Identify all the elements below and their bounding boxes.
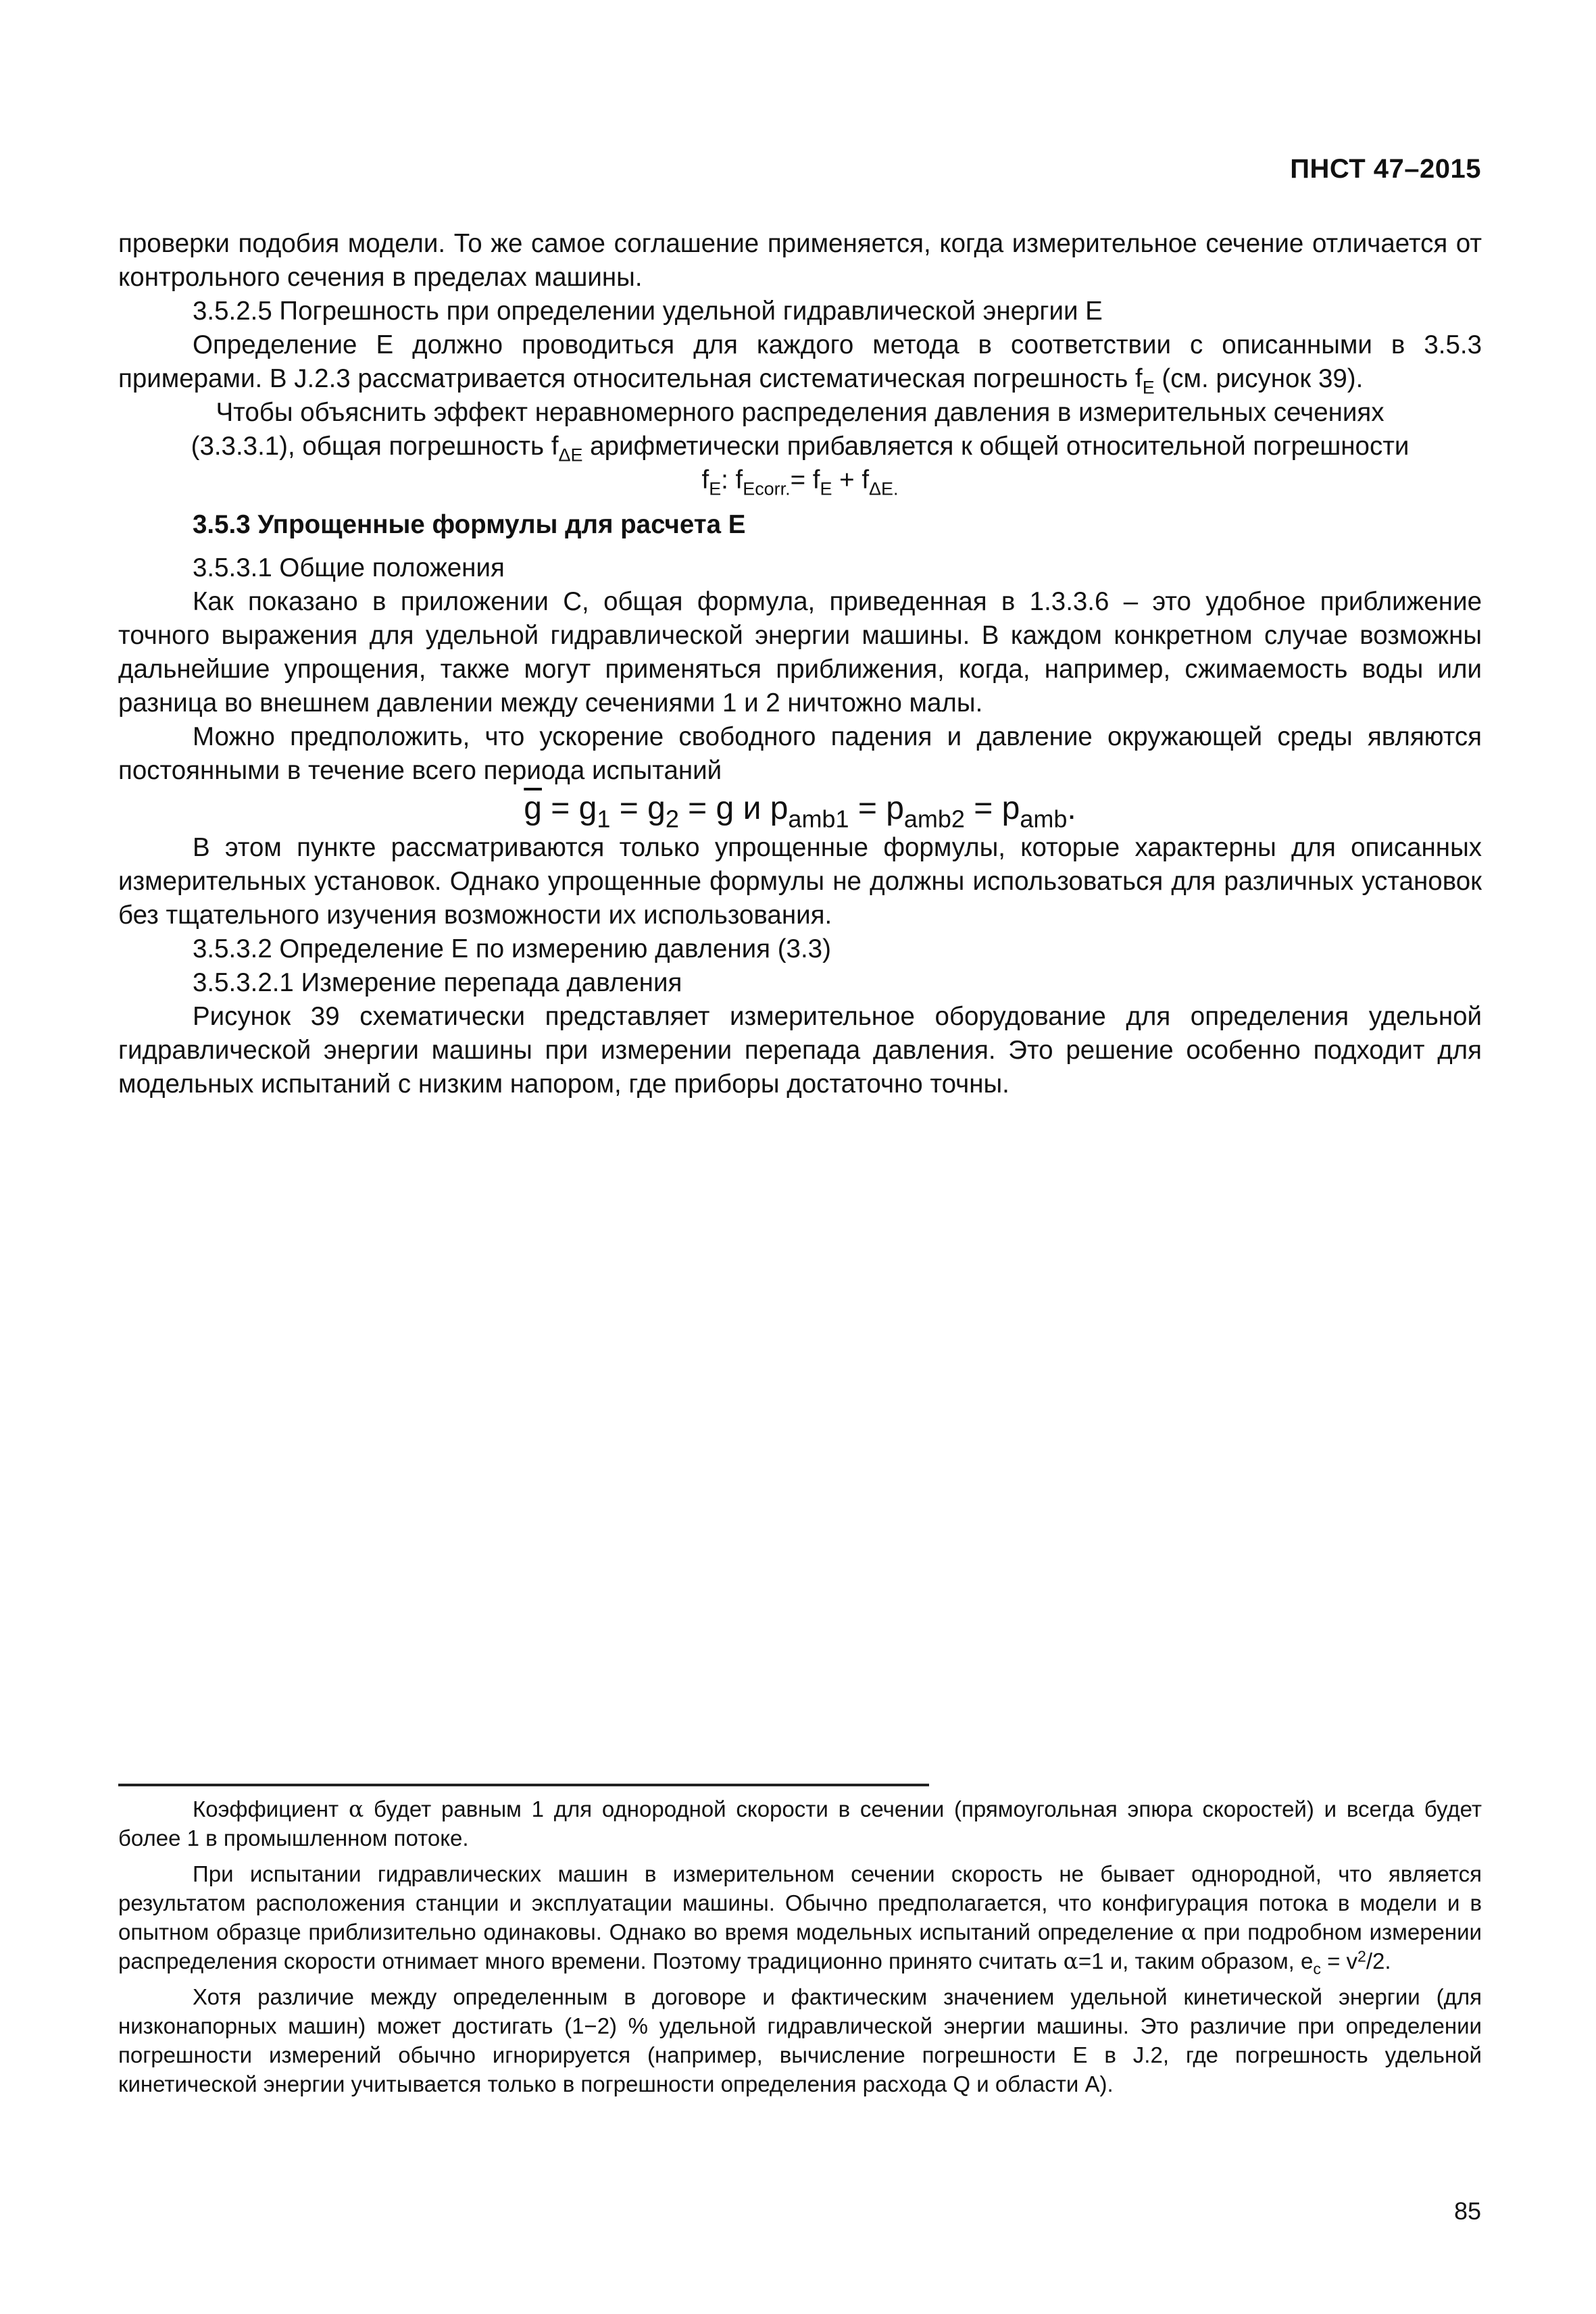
correction-formula: $f_E$: $f_{Ecorr.}= f_E + f_{\Delta E.}$ [701,466,899,499]
paragraph-uneven-pressure-line1: Чтобы объяснить эффект неравномерного распределения давления в измерительных сечениях [216,398,1385,427]
page-number: 85 [1453,2197,1481,2225]
footnote-divider [118,1784,929,1786]
paragraph-uneven-pressure-line2: (3.3.3.1), общая погрешность $f_{\Delta E}$ арифметически прибавляется к общей относительной погрешности [191,432,1410,466]
footnotes [118,1794,1482,2105]
paragraph-assumption: Можно предположить, что ускорение свободного падения и давление окружающей среды являются постоянными в течение всего периода испытаний [118,722,1482,785]
gravity-pressure-formula: $\overline{g} = g_1 = g_2 = g$ и $p_{amb1} = p_{amb2} = p_{amb}$. [524,790,1076,833]
alpha-symbol: α [348,1796,364,1822]
main-text [118,227,1482,1101]
paragraph-simplified-formulas: В этом пункте рассматриваются только упрощенные формулы, которые характерны для описанных измерительных установок. Однако упрощенные формулы не должны использоваться для различных установок без тщательного изучения возможности их использования. [118,833,1482,930]
section-3-5-3-1-title: 3.5.3.1 Общие положения [193,553,505,582]
standard-code-header: ПНСТ 47–2015 [1290,154,1481,184]
section-3-5-3-2-1-title: 3.5.3.2.1 Измерение перепада давления [193,968,682,997]
paragraph-definition-e: Определение E должно проводиться для каждого метода в соответствии с описанными в 3.5.3 примерами. В J.2.3 рассматривается относительная систематическая погрешность $f_E$ (см. рисунок 39). [118,330,1482,398]
paragraph-general-formula: Как показано в приложении С, общая формула, приведенная в 1.3.3.6 – это удобное приближение точного выражения для удельной гидравлической энергии машины. В каждом конкретном случае возможны дальнейшие упрощения, также могут применяться приближения, когда, например, сжимаемость воды или разница во внешнем давлении между сечениями 1 и 2 ничтожно малы. [118,587,1482,718]
footnote-coefficient: Коэффициент α будет равным 1 для однородной скорости в сечении (прямоугольная эпюра скоростей) и всегда будет более 1 в промышленном потоке. [118,1796,1482,1851]
section-3-5-2-5-title: 3.5.2.5 Погрешность при определении удельной гидравлической энергии E [193,297,1103,326]
footnote-kinetic-energy: Хотя различие между определенным в договоре и фактическим значением удельной кинетической энергии (для низконапорных машин) может достигать (1−2) % удельной гидравлической энергии машины. Это различие при определении погрешности измерений обычно игнорируется (например, вычисление погрешности E в J.2, где погрешность удельной кинетической энергии учитывается только в погрешности определения расхода Q и области A). [118,1984,1482,2096]
section-3-5-3-heading: 3.5.3 Упрощенные формулы для расчета E [193,510,746,539]
paragraph-figure-39: Рисунок 39 схематически представляет измерительное оборудование для определения удельной гидравлической энергии машины при измерении перепада давления. Это решение особенно подходит для модельных испытаний с низким напором, где приборы достаточно точны. [118,1002,1482,1099]
section-3-5-3-2-title: 3.5.3.2 Определение E по измерению давления (3.3) [193,934,831,963]
paragraph-continuation: проверки подобия модели. То же самое соглашение применяется, когда измерительное сечение отличается от контрольного сечения в пределах машины. [118,229,1482,292]
footnote-testing: При испытании гидравлических машин в измерительном сечении скорость не бывает однородной, что является результатом расположения станции и эксплуатации машины. Обычно предполагается, что конфигурация потока в модели и в опытном образце приблизительно одинаковы. Однако во время модельных испытаний определение α при подробном измерении распределения скорости отнимает много времени. Поэтому традиционно принято считать α=1 и, таким образом, $e_c = v^2/2$. [118,1861,1482,1978]
